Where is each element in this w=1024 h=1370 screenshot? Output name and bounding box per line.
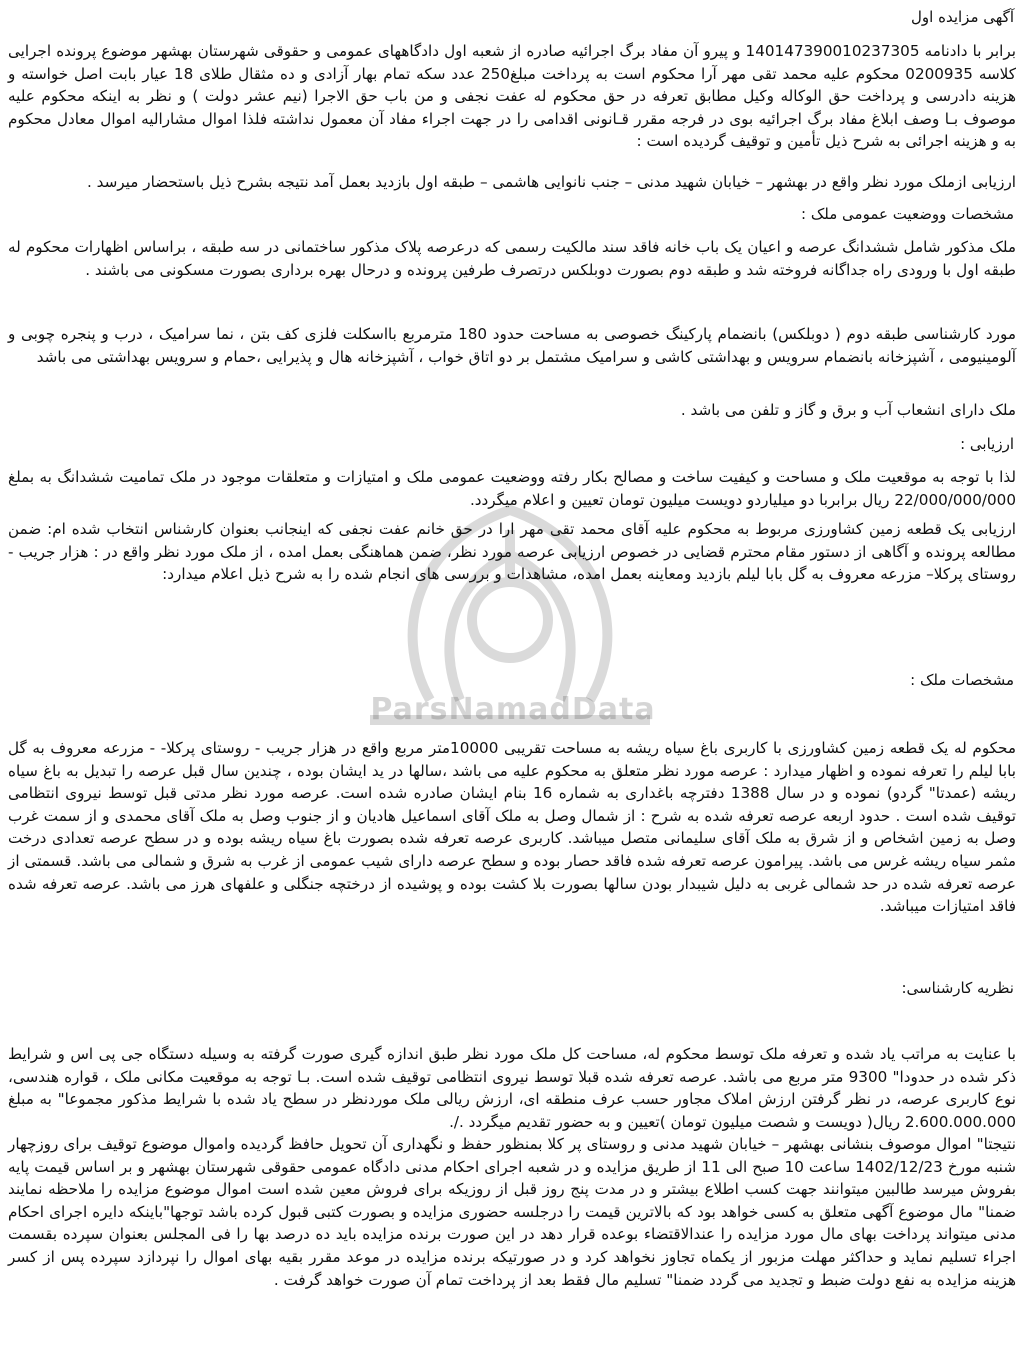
property-text: ملک مذکور شامل ششدانگ عرصه و اعیان یک باب خانه فاقد سند مالکیت رسمی که درعرصه پلاک مذکور ساختمانی در سه طبقه ، براساس اظهارات محکوم له طبقه اول با ورودی راه جداگانه فروخته شد و طبقه دوم بصورت دوبلکس درتصرف طرفین پرونده و درحال بهره برداری بصورت مسکونی می باشند . (8, 238, 1016, 279)
general-specs-heading: مشخصات ووضعیت عمومی ملک : (801, 205, 1014, 223)
opinion-text: با عنایت به مراتب یاد شده و تعرفه ملک توسط محکوم له، مساحت کل ملک مورد نظر طبق اندازه گیری صورت گرفته به وسیله دستگاه جی پی اس و شرایط ذکر شده در حدودا" 9300 متر مربع می باشد. عرصه تعرفه شده قبلا توسط نیروی انتظامی توقیف شده است. بـا توجه به موقعیت مکانی ملک ، قواره هندسی، نوع کاربری عرصه، در نظر گرفتن ارزش املاک مجاور حسب عرف منطقه ای، ارزش ریالی ملک موردنظر در سطح یاد شده با شرایط مذکور مجموعا" به مبلغ 2.600.000.000 ریال( دویست و شصت میلیون تومان )تعیین و به حضور تقدیم میگردد ./. (8, 1045, 1016, 1131)
intro-text: برابر با دادنامه 140147390010237305 و پیرو آن مفاد برگ اجرائیه صادره از شعبه اول دادگاههای عمومی و حقوقی شهرستان بهشهر موضوع پرونده اجرایی کلاسه 0200935 محکوم علیه محمد تقی مهر آرا محکوم است به پرداخت مبلغ250 عدد سکه تمام بهار آزادی و ده مثقال طلای 18 عیار بابت اصل خواسته و هزینه دادرسی و پرداخت حق الوکاله وکیل مطابق تعرفه در حق محکوم له عفت نجفی و من باب حق الاجرا (نیم عشر دولت ) و نظر به اینکه محکوم علیه موصوف بـا وصف ابلاغ مفاد برگ اجرائیه بوی در فرجه مقرر قـانونی اقدامی را در جهت اجراء مفاد آن معمول نداشته فلذا اموال مشارالیه اموال معادل محکوم به و هزینه اجرائی به شرح ذیل تأمین و توقیف گردیده است : (8, 42, 1016, 151)
valuation-text: لذا با توجه به موقعیت ملک و مساحت و کیفیت ساخت و مصالح بکار رفته ووضعیت عمومی ملک و امتیازات و متعلقات موجود در ملک تمامیت ششدانگ به بملغ 22/000/000/000 ریال برابربا دو میلیاردو دویست میلیون تومان تعیین و اعلام میگردد. (8, 468, 1016, 509)
land-intro-paragraph (8, 518, 1016, 586)
property-specs-heading: مشخصات ملک : (910, 671, 1014, 689)
property-paragraph (8, 236, 1016, 281)
land-specs-paragraph (8, 737, 1016, 918)
watermark-text: ParsNamadData (370, 692, 656, 727)
conclusion-paragraph (8, 1133, 1016, 1291)
land-intro-text: ارزیابی یک قطعه زمین کشاورزی مربوط به محکوم علیه آقای محمد تقی مهر ارا در حق خانم عفت نجفی که اینجانب بعنوان کارشناس انتخاب شده ام: ضمن مطالعه پرونده و آگاهی از دستور مقام محترم قضایی در خصوص ارزیابی عرصه مورد نظر، ضمن هماهنگی بعمل امده ، از ملک مورد نظر واقع در : هزار جریب - روستای پرکلا– مزرعه معروف به گل بابا لیلم بازدید ومعاینه بعمل امده، مشاهدات و بررسی های انجام شده را به شرح ذیل اعلام میدارد: (8, 520, 1016, 584)
utilities-paragraph (8, 399, 1016, 422)
valuation-paragraph (8, 466, 1016, 511)
visit-paragraph (8, 171, 1016, 194)
expert-floor-paragraph (8, 323, 1016, 368)
visit-text: ارزیابی ازملک مورد نظر واقع در بهشهر – خیابان شهید مدنی – جنب نانوایی هاشمی – طبقه اول بازدید بعمل آمد نتیجه بشرح ذیل باستحضار میرسد . (86, 173, 1016, 191)
expert-opinion-heading: نظریه کارشناسی: (901, 979, 1014, 997)
notice-title: آگهی مزایده اول (911, 8, 1014, 26)
expert-floor-text: مورد کارشناسی طبقه دوم ( دوبلکس) بانضمام پارکینگ خصوصی به مساحت حدود 180 مترمربع بااسکلت فلزی کف بتن ، نما سرامیک ، درب و پنجره چوبی و آلومینیومی ، آشپزخانه بانضمام سرویس و بهداشتی کاشی و سرامیک مشتمل بر دو اتاق خواب ، آشپزخانه هال و پذیرایی ،حمام و سرویس بهداشتی می باشد (8, 325, 1016, 366)
valuation-heading: ارزیابی : (960, 435, 1014, 453)
utilities-text: ملک دارای انشعاب آب و برق و گاز و تلفن می باشد . (680, 401, 1016, 419)
intro-paragraph (8, 40, 1016, 153)
land-specs-text: محکوم له یک قطعه زمین کشاورزی با کاربری باغ سیاه ریشه به مساحت تقریبی 10000متر مربع واقع در هزار جریب - روستای پرکلا- - مزرعه معروف به گل بابا لیلم را تعرفه نموده و اظهار میدارد : عرصه مورد نظر متعلق به محکوم علیه می باشد ،سالها در ید ایشان بوده ، چندین سال قبل عرصه را تبدیل به باغ سیاه ریشه (عمدتا" گردو) نموده و در سال 1388 دفترچه باغداری به شماره 16 بنام ایشان صادره شده است. عرصه مورد نظر مدتی قبل توسط نیروی انتظامی توقیف شده است . حدود اربعه عرصه تعرفه شده به شرح : از شمال وصل به ملک آقای اسماعیل هادیان و از جنوب وصل به ملک آقای محمدی و از سمت غرب وصل به زمین اشخاص و از شرق به ملک آقای سلیمانی متصل میباشد. کاربری عرصه تعرفه شده بصورت باغ سیاه ریشه بوده و در سطح عرصه تعدادی درخت مثمر سیاه ریشه غرس می باشد. پیرامون عرصه تعرفه شده فاقد حصار بوده و سطح عرصه دارای شیب عمومی از غرب به شرق و شمالی می باشد. قسمتی از عرصه تعرفه شده در حد شمالی غربی به دلیل شیبدار بودن سالها بصورت بلا کشت بوده و پوشیده از درختچه جنگلی و علفهای هرز می باشد. عرصه تعرفه شده فاقد امتیازات میباشد. (8, 739, 1016, 916)
opinion-paragraph (8, 1043, 1016, 1133)
conclusion-text: نتیجتا" اموال موصوف بنشانی بهشهر – خیابان شهید مدنی و روستای پر کلا بمنظور حفظ و نگهداری آن تحویل حافظ گردیده واموال موضوع توقیف برای روزچهار شنبه مورخ 1402/12/23 ساعت 10 صبح الی 11 از طریق مزایده و در شعبه اجرای احکام مدنی دادگاه عمومی حقوقی شهرستان بهشهر و بر اساس قیمت پایه بفروش میرسد طالبین میتوانند جهت کسب اطلاع بیشتر و در مدت پنج روز قبل از روزیکه برای فروش معین شده است اموال موضوع مزایده را ملاحظه نمایند ضمنا" مال موضوع آگهی متعلق به کسی خواهد بود که بالاترین قیمت را درجلسه حضوری مزایده و بصورت کتبی قبول کرده باشد توجها"باینکه دایره اجرای احکام مدنی میتواند پرداخت بهای مال مورد مزایده را عندالاقتضاء بوعده قرار دهد در این صورت برنده مزایده باید ده درصد بها را فی المجلس بعنوان سپرده بقسمت اجراء تسلیم نماید و حداکثر مهلت مزبور از یکماه تجاوز نخواهد کرد و در صورتیکه برنده مزایده در موعد مقرر بقیه بهای اموال را نپردازد سپرده پس از کسر هزینه مزایده به نفع دولت ضبط و تجدید می گردد ضمنا" تسلیم مال فقط بعد از پرداخت تمام آن صورت خواهد گرفت . (8, 1135, 1016, 1289)
